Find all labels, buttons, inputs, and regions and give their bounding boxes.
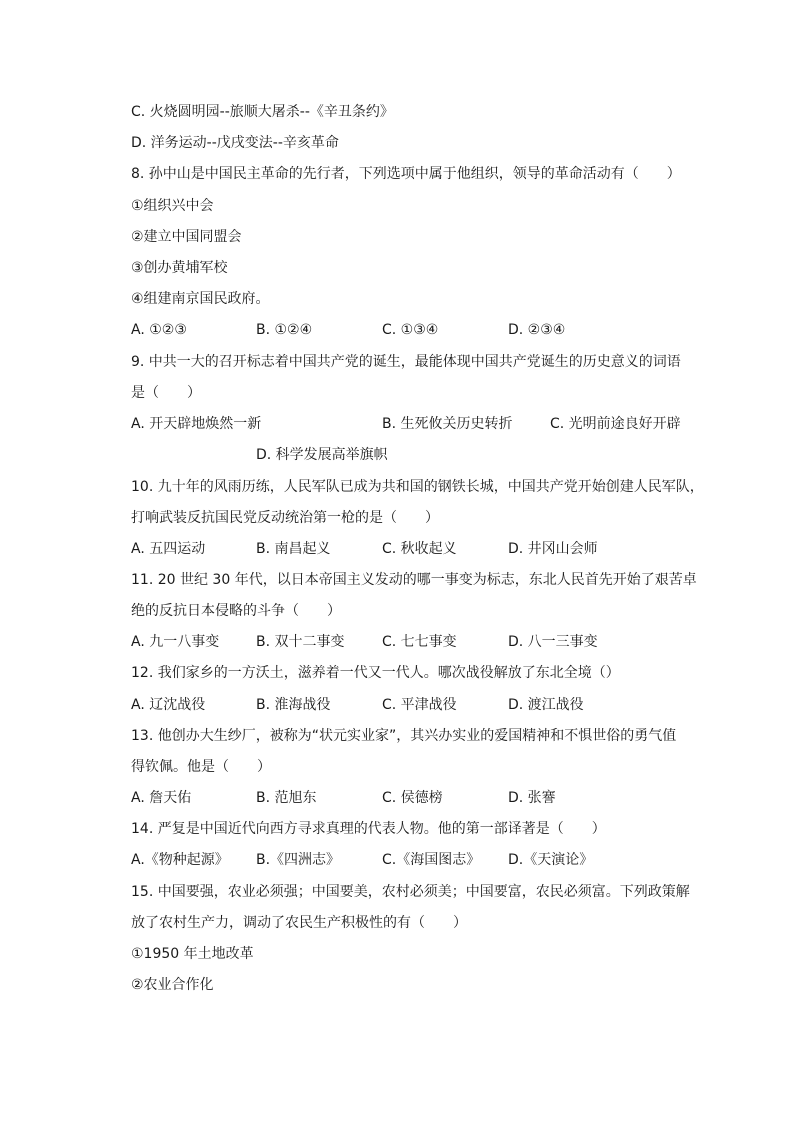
q10-option-c: C. 秋收起义 bbox=[382, 541, 457, 557]
q8-option-b: B. ①②④ bbox=[256, 322, 313, 338]
q9-option-d: D. 科学发展高举旗帜 bbox=[256, 447, 388, 463]
q8-option-c: C. ①③④ bbox=[382, 322, 439, 338]
q10-option-b: B. 南昌起义 bbox=[256, 541, 331, 557]
q9-option-c: C. 光明前途良好开辟 bbox=[550, 416, 681, 432]
q12-stem: 12. 我们家乡的一方沃土，滋养着一代又一代人。哪次战役解放了东北全境（） bbox=[131, 665, 620, 681]
q13-option-c: C. 侯德榜 bbox=[382, 790, 443, 806]
q13-option-d: D. 张謇 bbox=[508, 790, 556, 806]
q10-option-d: D. 井冈山会师 bbox=[508, 541, 598, 557]
q9-option-a: A. 开天辟地焕然一新 bbox=[131, 416, 262, 432]
q11-option-a: A. 九一八事变 bbox=[131, 634, 220, 650]
q13-option-a: A. 詹天佑 bbox=[131, 790, 192, 806]
q13-stem-line1: 13. 他创办大生纱厂，被称为“状元实业家”，其兴办实业的爱国精神和不惧世俗的勇气值 bbox=[131, 728, 677, 744]
q8-item-1: ①组织兴中会 bbox=[131, 198, 214, 214]
q9-stem-line1: 9. 中共一大的召开标志着中国共产党的诞生，最能体现中国共产党诞生的历史意义的词语 bbox=[131, 354, 681, 370]
q11-option-c: C. 七七事变 bbox=[382, 634, 457, 650]
q9-stem-line2: 是（ ） bbox=[131, 385, 201, 401]
q15-item-1: ①1950 年土地改革 bbox=[131, 946, 254, 962]
q11-stem-line1: 11. 20 世纪 30 年代，以日本帝国主义发动的哪一事变为标志，东北人民首先开始了艰苦卓 bbox=[131, 572, 697, 588]
q8-stem: 8. 孙中山是中国民主革命的先行者，下列选项中属于他组织，领导的革命活动有（ ） bbox=[131, 166, 681, 182]
q8-item-3: ③创办黄埔军校 bbox=[131, 260, 228, 276]
q10-stem-line2: 打响武装反抗国民党反动统治第一枪的是（ ） bbox=[131, 510, 439, 526]
q8-option-d: D. ②③④ bbox=[508, 322, 566, 338]
q9-option-b: B. 生死攸关历史转折 bbox=[382, 416, 513, 432]
q14-option-d: D.《天演论》 bbox=[508, 852, 594, 868]
q10-stem-line1: 10. 九十年的风雨历练，人民军队已成为共和国的钢铁长城，中国共产党开始创建人民军队， bbox=[131, 479, 704, 495]
q15-stem-line1: 15. 中国要强，农业必须强；中国要美，农村必须美；中国要富，农民必须富。下列政策解 bbox=[131, 884, 690, 900]
q8-item-2: ②建立中国同盟会 bbox=[131, 229, 242, 245]
q14-stem: 14. 严复是中国近代向西方寻求真理的代表人物。他的第一部译著是（ ） bbox=[131, 821, 606, 837]
q7-option-c: C. 火烧圆明园--旅顺大屠杀--《辛丑条约》 bbox=[131, 104, 394, 120]
q11-option-b: B. 双十二事变 bbox=[256, 634, 345, 650]
q11-option-d: D. 八一三事变 bbox=[508, 634, 598, 650]
q12-option-b: B. 淮海战役 bbox=[256, 697, 331, 713]
q12-option-d: D. 渡江战役 bbox=[508, 697, 584, 713]
q13-stem-line2: 得钦佩。他是（ ） bbox=[131, 759, 271, 775]
q15-item-2: ②农业合作化 bbox=[131, 977, 214, 993]
q15-stem-line2: 放了农村生产力，调动了农民生产积极性的有（ ） bbox=[131, 915, 467, 931]
q13-option-b: B. 范旭东 bbox=[256, 790, 317, 806]
q14-option-b: B.《四洲志》 bbox=[256, 852, 341, 868]
q8-option-a: A. ①②③ bbox=[131, 322, 187, 338]
q10-option-a: A. 五四运动 bbox=[131, 541, 206, 557]
q12-option-a: A. 辽沈战役 bbox=[131, 697, 206, 713]
q14-option-c: C.《海国图志》 bbox=[382, 852, 481, 868]
q14-option-a: A.《物种起源》 bbox=[131, 852, 229, 868]
q8-item-4: ④组建南京国民政府。 bbox=[131, 291, 270, 307]
q11-stem-line2: 绝的反抗日本侵略的斗争（ ） bbox=[131, 603, 341, 619]
q7-option-d: D. 洋务运动--戊戌变法--辛亥革命 bbox=[131, 135, 339, 151]
q12-option-c: C. 平津战役 bbox=[382, 697, 457, 713]
